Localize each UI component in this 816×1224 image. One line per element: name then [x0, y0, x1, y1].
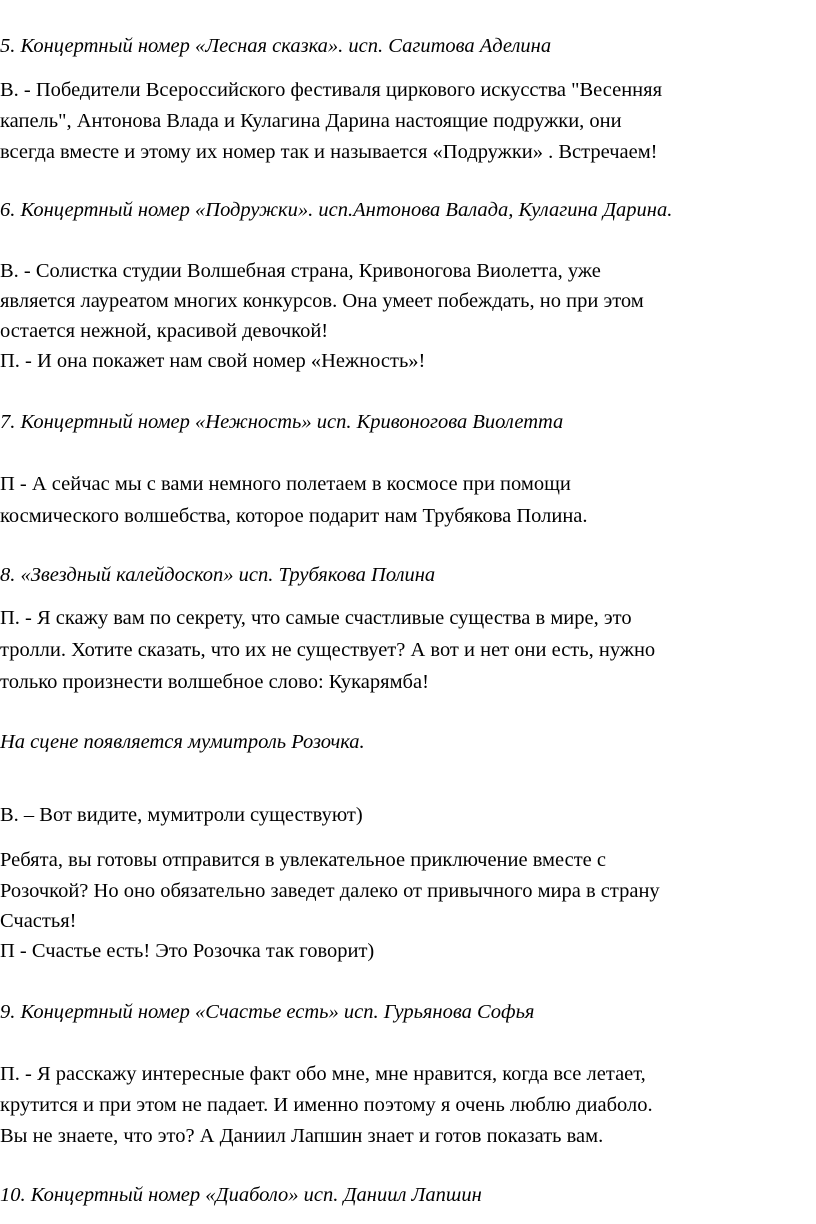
host-p-line: П - А сейчас мы с вами немного полетаем в космосе при помощи [0, 473, 571, 495]
text-line: тролли. Хотите сказать, что их не существует? А вот и нет они есть, нужно [0, 639, 656, 661]
text-line: Вы не знаете, что это? А Даниил Лапшин знает и готов показать вам. [0, 1125, 604, 1147]
host-p-line: П. - И она покажет нам свой номер «Нежность»! [0, 350, 426, 372]
act-5-title: 5. Концертный номер «Лесная сказка». исп. Сагитова Аделина [0, 35, 552, 57]
act-9-title: 9. Концертный номер «Счастье есть» исп. Гурьянова Софья [0, 1001, 535, 1023]
act-6-title: 6. Концертный номер «Подружки». исп.Антонова Валада, Кулагина Дарина. [0, 199, 673, 221]
text-line: космического волшебства, которое подарит нам Трубякова Полина. [0, 505, 588, 527]
text-line: крутится и при этом не падает. И именно поэтому я очень люблю диаболо. [0, 1094, 653, 1116]
host-v-line: В. - Солистка студии Волшебная страна, Кривоногова Виолетта, уже [0, 260, 601, 282]
text-line: только произнести волшебное слово: Кукарямба! [0, 671, 429, 693]
act-7-title: 7. Концертный номер «Нежность» исп. Кривоногова Виолетта [0, 411, 564, 433]
host-p-line: П - Счастье есть! Это Розочка так говорит) [0, 940, 375, 962]
text-line: остается нежной, красивой девочкой! [0, 320, 329, 342]
text-line: Ребята, вы готовы отправится в увлекательное приключение вместе с [0, 849, 607, 871]
host-p-line: П. - Я скажу вам по секрету, что самые счастливые существа в мире, это [0, 607, 632, 629]
host-v-line: В. – Вот видите, мумитроли существуют) [0, 804, 363, 826]
stage-direction: На сцене появляется мумитроль Розочка. [0, 731, 365, 753]
host-p-line: П. - Я расскажу интересные факт обо мне, мне нравится, когда все летает, [0, 1063, 646, 1085]
text-line: является лауреатом многих конкурсов. Она умеет побеждать, но при этом [0, 290, 644, 312]
text-line: капель", Антонова Влада и Кулагина Дарина настоящие подружки, они [0, 110, 622, 132]
text-line: Счастья! [0, 910, 77, 932]
act-8-title: 8. «Звездный калейдоскоп» исп. Трубякова Полина [0, 564, 436, 586]
host-v-line: В. - Победители Всероссийского фестиваля циркового искусства "Весенняя [0, 79, 663, 101]
act-10-title: 10. Концертный номер «Диаболо» исп. Даниил Лапшин [0, 1184, 482, 1206]
text-line: Розочкой? Но оно обязательно заведет далеко от привычного мира в страну [0, 880, 660, 902]
text-line: всегда вместе и этому их номер так и называется «Подружки» . Встречаем! [0, 141, 658, 163]
